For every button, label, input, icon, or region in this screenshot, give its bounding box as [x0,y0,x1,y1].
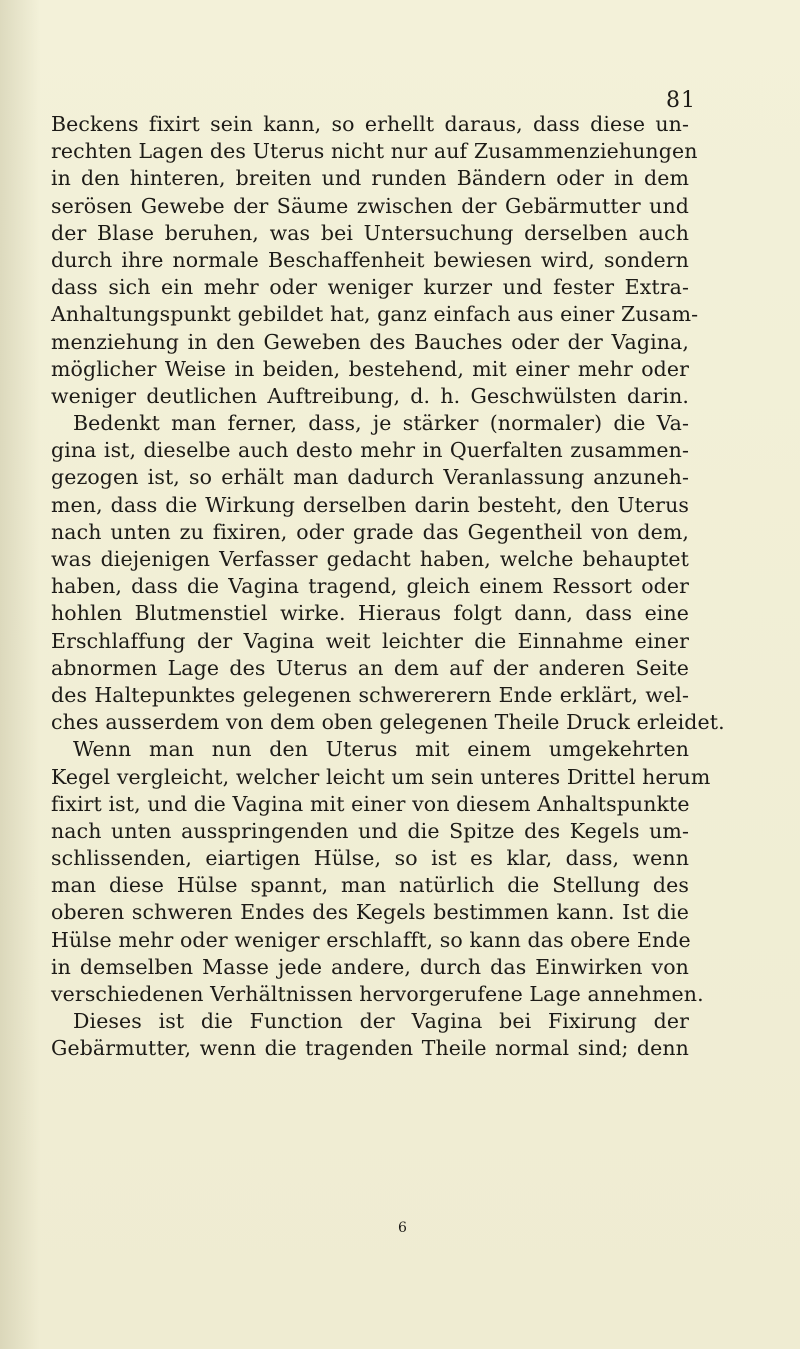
text-line: ches ausserdem von dem oben gelegenen Theile Druck erleidet. [51,710,725,735]
text-line: man diese Hülse spannt, man natürlich die Stellung des [51,873,689,898]
text-line: in demselben Masse jede andere, durch das Einwirken von [51,954,689,979]
text-line: rechten Lagen des Uterus nicht nur auf Zusammenziehungen [51,139,698,164]
text-line: abnormen Lage des Uterus an dem auf der anderen Seite [51,655,689,680]
text-line: Gebärmutter, wenn die tragenden Theile normal sind; denn [51,1036,689,1061]
text-line: schlissenden, eiartigen Hülse, so ist es klar, dass, wenn [51,846,689,871]
text-line: Anhaltungspunkt gebildet hat, ganz einfach aus einer Zusam- [51,302,699,327]
text-line: haben, dass die Vagina tragend, gleich einem Ressort oder [51,574,689,599]
text-line: men, dass die Wirkung derselben darin besteht, den Uterus [51,492,689,517]
text-line: Hülse mehr oder weniger erschlafft, so kann das obere Ende [51,927,691,952]
paragraph-start-line: Dieses ist die Function der Vagina bei Fixirung der [73,1009,689,1034]
text-line: menziehung in den Geweben des Bauches oder der Vagina, [51,329,689,354]
text-line: der Blase beruhen, was bei Untersuchung derselben auch [51,220,689,245]
paragraph-start-line: Wenn man nun den Uterus mit einem umgekehrten [73,737,689,762]
text-line: fixirt ist, und die Vagina mit einer von diesem Anhaltspunkte [51,791,690,816]
text-line: verschiedenen Verhältnissen hervorgerufene Lage annehmen. [51,982,704,1006]
text-line: serösen Gewebe der Säume zwischen der Gebärmutter und [51,193,689,218]
text-line: des Haltepunktes gelegenen schwererern Ende erklärt, wel- [51,682,689,707]
text-line: durch ihre normale Beschaffenheit bewiesen wird, sondern [51,247,689,272]
text-line: oberen schweren Endes des Kegels bestimmen kann. Ist die [51,900,689,925]
text-line: gezogen ist, so erhält man dadurch Veranlassung anzuneh- [51,465,689,490]
text-line: was diejenigen Verfasser gedacht haben, welche behauptet [51,547,689,571]
text-line: hohlen Blutmenstiel wirke. Hieraus folgt dann, dass eine [51,601,689,626]
text-line: Erschlaffung der Vagina weit leichter die Einnahme einer [51,628,689,653]
text-line: weniger deutlichen Auftreibung, d. h. Geschwülsten darin. [51,383,689,408]
text-line: gina ist, dieselbe auch desto mehr in Querfalten zusammen- [51,438,689,463]
text-line: nach unten ausspringenden und die Spitze des Kegels um- [51,818,689,843]
text-line: Beckens fixirt sein kann, so erhellt daraus, dass diese un- [51,112,689,136]
body-text [51,111,725,1063]
text-line: Kegel vergleicht, welcher leicht um sein unteres Drittel herum [51,764,711,789]
text-line: nach unten zu fixiren, oder grade das Gegentheil von dem, [51,519,689,544]
text-line: dass sich ein mehr oder weniger kurzer und fester Extra- [51,275,689,300]
paragraph-start-line: Bedenkt man ferner, dass, je stärker (normaler) die Va- [73,411,689,436]
text-line: möglicher Weise in beiden, bestehend, mit einer mehr oder [51,356,689,381]
signature-mark: 6 [398,1220,407,1236]
text-line: in den hinteren, breiten und runden Bändern oder in dem [51,166,689,191]
page-number: 81 [666,88,696,113]
